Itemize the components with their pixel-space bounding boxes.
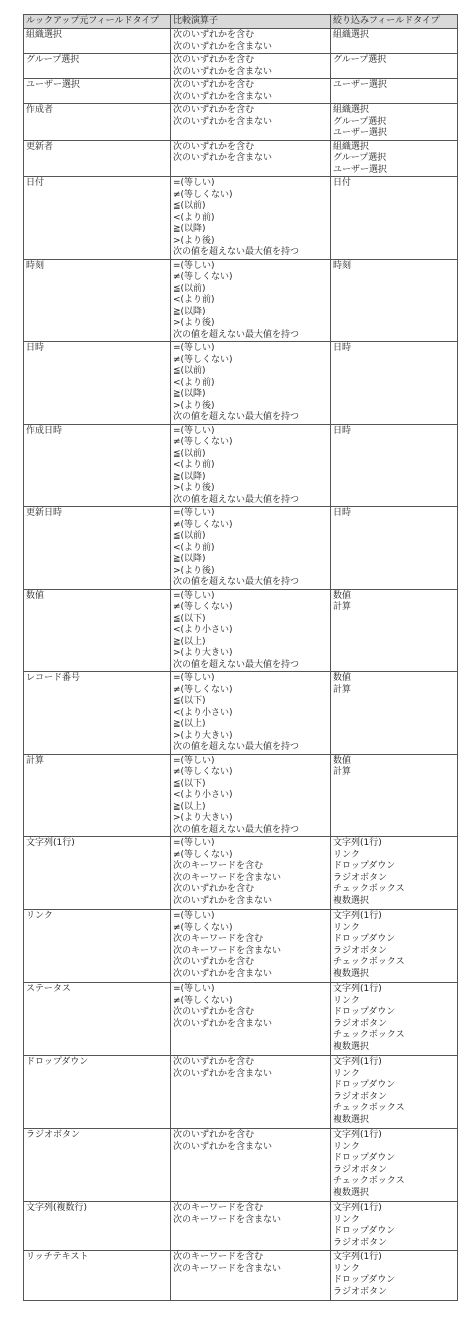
- operator-item: ≦(以前): [173, 366, 206, 376]
- filter-type-item: 日付: [333, 178, 352, 188]
- table-row: [24, 507, 458, 590]
- source-field-type-cell: 日付: [24, 177, 171, 260]
- filter-type-item: 日時: [333, 343, 352, 353]
- table-row: [24, 589, 458, 672]
- filter-type-item: ラジオボタン: [333, 945, 388, 956]
- table-row: [24, 342, 458, 425]
- operator-item: <(より前): [173, 295, 215, 305]
- operator-item: 次のいずれかを含む: [173, 105, 255, 115]
- comparison-operator-cell: [171, 672, 331, 755]
- filter-type-item: ドロップダウン: [333, 861, 396, 871]
- filter-type-item: 日時: [333, 508, 352, 518]
- filter-field-type-cell: [331, 910, 458, 983]
- operator-item: >(より大きい): [173, 813, 233, 823]
- operator-item: ≠(等しくない): [173, 519, 233, 530]
- filter-type-item: グループ選択: [333, 116, 387, 127]
- comparison-operator-cell: [171, 983, 331, 1056]
- comparison-operator-cell: [171, 79, 331, 104]
- filter-field-type-cell: [331, 837, 458, 910]
- header-source-field-type: ルックアップ元フィールドタイプ: [24, 15, 171, 29]
- operator-item: 次のキーワードを含まない: [173, 1263, 282, 1274]
- operator-item: 次のいずれかを含まない: [173, 1141, 273, 1152]
- source-field-type-cell: 組織選択: [24, 29, 171, 54]
- operator-item: 次のいずれかを含む: [173, 80, 255, 90]
- operator-item: ≠(等しくない): [173, 684, 233, 695]
- operator-item: >(より後): [173, 235, 215, 246]
- filter-field-type-cell: [331, 140, 458, 177]
- table-row: [24, 672, 458, 755]
- comparison-operator-cell: [171, 1251, 331, 1301]
- operator-item: 次のいずれかを含まない: [173, 116, 273, 127]
- filter-type-item: チェックボックス: [333, 884, 405, 894]
- filter-type-item: ドロップダウン: [333, 1080, 396, 1090]
- comparison-operator-cell: [171, 1202, 331, 1251]
- comparison-operator-cell: [171, 837, 331, 910]
- filter-type-item: ラジオボタン: [333, 1164, 388, 1175]
- filter-type-item: グループ選択: [333, 55, 387, 65]
- filter-type-item: チェックボックス: [333, 1103, 405, 1113]
- filter-type-item: 組織選択: [333, 141, 370, 152]
- comparison-operator-cell: [171, 177, 331, 260]
- filter-type-item: リンク: [333, 1263, 360, 1274]
- comparison-operator-cell: [171, 140, 331, 177]
- filter-field-type-cell: [331, 79, 458, 104]
- table-row: [24, 29, 458, 54]
- operator-item: 次の値を超えない最大値を持つ: [173, 659, 300, 670]
- operator-item: <(より前): [173, 542, 215, 553]
- operator-item: ≧(以降): [173, 224, 206, 234]
- operator-item: 次のいずれかを含まない: [173, 1068, 273, 1079]
- filter-type-item: ラジオボタン: [333, 1286, 388, 1297]
- operator-item: <(より前): [173, 460, 215, 470]
- filter-type-item: 日時: [333, 425, 352, 436]
- filter-type-item: 文字列(1行): [333, 838, 382, 848]
- source-field-type-cell: 文字列(複数行): [24, 1202, 171, 1251]
- filter-type-item: リンク: [333, 995, 360, 1006]
- operator-item: ≧(以降): [173, 389, 206, 399]
- comparison-operator-cell: [171, 754, 331, 837]
- operator-item: 次のキーワードを含む: [173, 861, 264, 871]
- operator-item: >(より後): [173, 483, 215, 493]
- operator-item: =(等しい): [173, 984, 215, 994]
- source-field-type-cell: ユーザー選択: [24, 79, 171, 104]
- operator-item: 次の値を超えない最大値を持つ: [173, 824, 300, 835]
- operator-item: =(等しい): [173, 178, 215, 188]
- operator-item: 次のいずれかを含む: [173, 55, 255, 65]
- operator-item: <(より前): [173, 377, 215, 388]
- filter-type-item: 文字列(1行): [333, 1252, 382, 1262]
- operator-item: >(より後): [173, 318, 215, 328]
- operator-item: ≧(以降): [173, 471, 206, 482]
- operator-item: 次のいずれかを含まない: [173, 66, 273, 77]
- table-body: [24, 29, 458, 1301]
- operator-item: 次の値を超えない最大値を持つ: [173, 329, 300, 340]
- source-field-type-cell: 文字列(1行): [24, 837, 171, 910]
- filter-field-type-cell: [331, 754, 458, 837]
- operator-item: ≠(等しくない): [173, 995, 233, 1006]
- filter-field-type-cell: [331, 507, 458, 590]
- operator-item: <(より小さい): [173, 707, 233, 718]
- filter-field-type-cell: [331, 1202, 458, 1251]
- operator-item: >(より大きい): [173, 730, 233, 741]
- filter-type-item: ユーザー選択: [333, 128, 388, 138]
- source-field-type-cell: 作成日時: [24, 424, 171, 507]
- table-row: [24, 54, 458, 79]
- filter-type-item: 文字列(1行): [333, 1130, 382, 1140]
- table-row: [24, 754, 458, 837]
- filter-type-item: ドロップダウン: [333, 1226, 396, 1236]
- source-field-type-cell: 時刻: [24, 259, 171, 342]
- operator-item: 次の値を超えない最大値を持つ: [173, 247, 300, 257]
- filter-field-type-cell: [331, 1056, 458, 1129]
- table-header: [24, 15, 458, 29]
- operator-item: <(より小さい): [173, 625, 233, 635]
- header-filter-field-type: 絞り込みフィールドタイプ: [331, 15, 458, 29]
- header-comparison-operator: 比較演算子: [171, 15, 331, 29]
- filter-type-item: ユーザー選択: [333, 80, 388, 90]
- lookup-table-container: [23, 14, 457, 1301]
- filter-type-item: 複数選択: [333, 968, 370, 979]
- operator-item: ≦(以下): [173, 778, 206, 789]
- operator-item: =(等しい): [173, 425, 215, 436]
- table-row: [24, 104, 458, 141]
- filter-type-item: リンク: [333, 1214, 360, 1225]
- filter-type-item: リンク: [333, 922, 360, 933]
- comparison-operator-cell: [171, 424, 331, 507]
- operator-item: =(等しい): [173, 673, 215, 683]
- operator-item: 次のいずれかを含む: [173, 1007, 255, 1017]
- filter-type-item: ドロップダウン: [333, 1007, 396, 1017]
- filter-type-item: 数値: [333, 590, 352, 601]
- table-row: [24, 177, 458, 260]
- filter-type-item: 文字列(1行): [333, 911, 382, 921]
- operator-item: ≠(等しくない): [173, 272, 233, 282]
- operator-item: ≦(以前): [173, 201, 206, 211]
- operator-item: =(等しい): [173, 838, 215, 848]
- table-row: [24, 1202, 458, 1251]
- operator-item: >(より後): [173, 565, 215, 576]
- operator-item: ≠(等しくない): [173, 602, 233, 612]
- filter-type-item: ラジオボタン: [333, 872, 388, 883]
- comparison-operator-cell: [171, 1056, 331, 1129]
- operator-item: 次の値を超えない最大値を持つ: [173, 742, 300, 752]
- operator-item: <(より小さい): [173, 790, 233, 800]
- operator-item: 次のいずれかを含まない: [173, 153, 273, 163]
- filter-type-item: 計算: [333, 684, 352, 695]
- operator-item: >(より大きい): [173, 648, 233, 658]
- operator-item: ≠(等しくない): [173, 849, 233, 860]
- operator-item: ≦(以下): [173, 613, 206, 624]
- source-field-type-cell: ステータス: [24, 983, 171, 1056]
- table-row: [24, 983, 458, 1056]
- filter-field-type-cell: [331, 29, 458, 54]
- source-field-type-cell: 更新者: [24, 140, 171, 177]
- filter-type-item: チェックボックス: [333, 1030, 405, 1040]
- operator-item: >(より後): [173, 400, 215, 411]
- table-row: [24, 424, 458, 507]
- filter-type-item: ラジオボタン: [333, 1091, 388, 1102]
- filter-type-item: ラジオボタン: [333, 1237, 388, 1248]
- operator-item: =(等しい): [173, 590, 215, 601]
- source-field-type-cell: リンク: [24, 910, 171, 983]
- filter-type-item: 文字列(1行): [333, 984, 382, 994]
- operator-item: ≠(等しくない): [173, 767, 233, 777]
- operator-item: 次のキーワードを含まない: [173, 872, 282, 883]
- filter-type-item: チェックボックス: [333, 957, 405, 967]
- table-row: [24, 1129, 458, 1202]
- operator-item: 次の値を超えない最大値を持つ: [173, 577, 300, 587]
- filter-type-item: 文字列(1行): [333, 1057, 382, 1067]
- header-row: [24, 15, 458, 29]
- filter-type-item: 計算: [333, 602, 352, 612]
- table-row: [24, 1056, 458, 1129]
- operator-item: ≧(以上): [173, 719, 206, 729]
- filter-type-item: 文字列(1行): [333, 1203, 382, 1213]
- comparison-operator-cell: [171, 104, 331, 141]
- operator-item: 次のいずれかを含まない: [173, 1018, 273, 1029]
- source-field-type-cell: 更新日時: [24, 507, 171, 590]
- filter-field-type-cell: [331, 1251, 458, 1301]
- table-row: [24, 837, 458, 910]
- operator-item: 次のキーワードを含まない: [173, 1214, 282, 1225]
- operator-item: ≧(以降): [173, 306, 206, 317]
- comparison-operator-cell: [171, 342, 331, 425]
- operator-item: ≧(以上): [173, 636, 206, 647]
- filter-type-item: 数値: [333, 755, 352, 766]
- operator-item: 次のいずれかを含まない: [173, 895, 273, 906]
- comparison-operator-cell: [171, 29, 331, 54]
- operator-item: ≠(等しくない): [173, 354, 233, 365]
- operator-item: 次のキーワードを含まない: [173, 945, 282, 956]
- filter-type-item: 複数選択: [333, 895, 370, 906]
- filter-type-item: 複数選択: [333, 1041, 370, 1052]
- operator-item: 次のいずれかを含む: [173, 1130, 255, 1140]
- filter-type-item: ドロップダウン: [333, 934, 396, 944]
- comparison-operator-cell: [171, 54, 331, 79]
- table-row: [24, 140, 458, 177]
- comparison-operator-cell: [171, 507, 331, 590]
- filter-type-item: 計算: [333, 767, 352, 777]
- filter-type-item: ラジオボタン: [333, 1018, 388, 1029]
- filter-type-item: チェックボックス: [333, 1176, 405, 1186]
- filter-field-type-cell: [331, 54, 458, 79]
- operator-item: 次のいずれかを含む: [173, 1057, 255, 1067]
- source-field-type-cell: レコード番号: [24, 672, 171, 755]
- filter-type-item: 数値: [333, 673, 352, 683]
- operator-item: =(等しい): [173, 911, 215, 921]
- operator-item: ≠(等しくない): [173, 922, 233, 933]
- filter-field-type-cell: [331, 983, 458, 1056]
- filter-type-item: 複数選択: [333, 1114, 370, 1125]
- comparison-operator-cell: [171, 589, 331, 672]
- operator-item: ≠(等しくない): [173, 189, 233, 200]
- operator-item: ≧(以降): [173, 554, 206, 564]
- operator-item: 次のいずれかを含まない: [173, 968, 273, 979]
- operator-item: ≦(以下): [173, 696, 206, 706]
- source-field-type-cell: リッチテキスト: [24, 1251, 171, 1301]
- comparison-operator-cell: [171, 259, 331, 342]
- filter-type-item: リンク: [333, 1141, 360, 1152]
- filter-field-type-cell: [331, 672, 458, 755]
- source-field-type-cell: ドロップダウン: [24, 1056, 171, 1129]
- operator-item: =(等しい): [173, 508, 215, 518]
- filter-field-type-cell: [331, 589, 458, 672]
- filter-field-type-cell: [331, 342, 458, 425]
- table-row: [24, 259, 458, 342]
- table-row: [24, 910, 458, 983]
- filter-type-item: リンク: [333, 1068, 360, 1079]
- operator-item: <(より前): [173, 212, 215, 223]
- operator-item: 次のキーワードを含む: [173, 1203, 264, 1213]
- operator-item: 次のいずれかを含む: [173, 141, 255, 152]
- comparison-operator-cell: [171, 1129, 331, 1202]
- filter-type-item: ドロップダウン: [333, 1153, 396, 1163]
- filter-type-item: グループ選択: [333, 153, 387, 163]
- operator-item: ≦(以前): [173, 448, 206, 459]
- filter-field-type-cell: [331, 1129, 458, 1202]
- operator-item: =(等しい): [173, 260, 215, 271]
- lookup-compatibility-table: [23, 14, 458, 1301]
- filter-type-item: 組織選択: [333, 105, 370, 115]
- operator-item: 次のキーワードを含む: [173, 1252, 264, 1262]
- source-field-type-cell: 数値: [24, 589, 171, 672]
- source-field-type-cell: グループ選択: [24, 54, 171, 79]
- source-field-type-cell: ラジオボタン: [24, 1129, 171, 1202]
- filter-field-type-cell: [331, 259, 458, 342]
- operator-item: =(等しい): [173, 343, 215, 353]
- operator-item: =(等しい): [173, 755, 215, 766]
- operator-item: 次のいずれかを含まない: [173, 41, 273, 52]
- filter-type-item: 組織選択: [333, 30, 370, 40]
- filter-type-item: ドロップダウン: [333, 1275, 396, 1285]
- filter-type-item: 複数選択: [333, 1187, 370, 1198]
- operator-item: ≠(等しくない): [173, 437, 233, 447]
- operator-item: ≦(以前): [173, 531, 206, 541]
- filter-field-type-cell: [331, 177, 458, 260]
- operator-item: ≧(以上): [173, 801, 206, 812]
- source-field-type-cell: 計算: [24, 754, 171, 837]
- operator-item: 次の値を超えない最大値を持つ: [173, 412, 300, 422]
- source-field-type-cell: 作成者: [24, 104, 171, 141]
- table-row: [24, 1251, 458, 1301]
- operator-item: ≦(以前): [173, 283, 206, 294]
- operator-item: 次の値を超えない最大値を持つ: [173, 494, 300, 505]
- filter-type-item: ユーザー選択: [333, 164, 388, 175]
- filter-type-item: リンク: [333, 849, 360, 860]
- table-row: [24, 79, 458, 104]
- comparison-operator-cell: [171, 910, 331, 983]
- filter-type-item: 時刻: [333, 260, 352, 271]
- operator-item: 次のいずれかを含む: [173, 30, 255, 40]
- operator-item: 次のいずれかを含まない: [173, 91, 273, 102]
- operator-item: 次のいずれかを含む: [173, 884, 255, 894]
- filter-field-type-cell: [331, 104, 458, 141]
- operator-item: 次のキーワードを含む: [173, 934, 264, 944]
- source-field-type-cell: 日時: [24, 342, 171, 425]
- operator-item: 次のいずれかを含む: [173, 957, 255, 967]
- filter-field-type-cell: [331, 424, 458, 507]
